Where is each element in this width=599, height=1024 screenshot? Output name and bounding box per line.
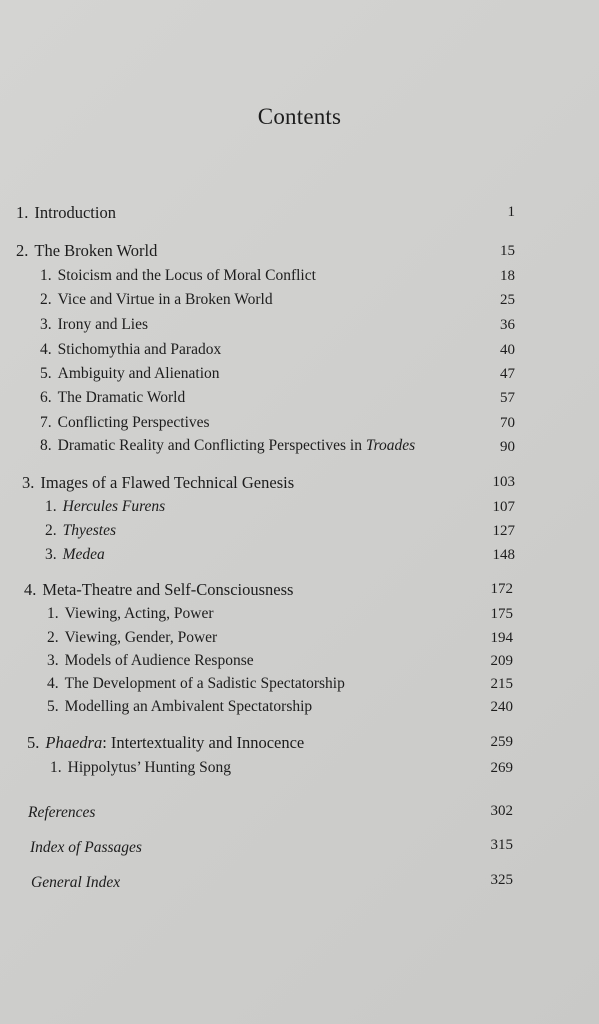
chapter-2-entry	[16, 241, 157, 261]
section-number: 6.	[40, 389, 52, 406]
back-matter-entry: References	[28, 804, 96, 821]
chapter-3-entry	[22, 473, 294, 493]
section-entry	[40, 437, 415, 455]
chapter-title-italic: Phaedra	[45, 733, 103, 752]
section-entry	[50, 759, 231, 777]
page-number: 18	[500, 268, 515, 284]
page-number: 269	[490, 760, 513, 776]
chapter-number: 5.	[27, 733, 40, 752]
section-title: Thyestes	[62, 522, 117, 539]
chapter-title: Introduction	[34, 203, 116, 222]
page-number: 215	[490, 676, 513, 692]
section-number: 5.	[40, 365, 52, 382]
section-title: Modelling an Ambivalent Spectatorship	[64, 698, 313, 715]
section-number: 2.	[40, 291, 52, 308]
page-number: 70	[500, 415, 515, 431]
page-number: 315	[490, 837, 513, 853]
section-number: 2.	[47, 629, 59, 646]
section-title: Hercules Furens	[62, 498, 166, 515]
section-entry	[40, 414, 210, 432]
page-number: 1	[507, 204, 515, 220]
page-number: 172	[490, 581, 513, 597]
section-title: Irony and Lies	[57, 316, 149, 333]
back-matter-entry: Index of Passages	[30, 839, 142, 856]
section-number: 3.	[47, 652, 59, 669]
section-title: Ambiguity and Alienation	[57, 365, 220, 382]
section-entry	[40, 291, 273, 309]
chapter-number: 1.	[16, 203, 29, 222]
page-number: 103	[492, 474, 515, 490]
section-title: The Dramatic World	[57, 389, 186, 406]
section-number: 1.	[47, 605, 59, 622]
page-number: 148	[492, 547, 515, 563]
section-number: 4.	[40, 341, 52, 358]
page-number: 259	[490, 734, 513, 750]
page-number: 36	[500, 317, 515, 333]
page-number: 325	[490, 872, 513, 888]
section-title: Models of Audience Response	[64, 652, 254, 669]
page-number: 107	[492, 499, 515, 515]
section-number: 3.	[45, 546, 57, 563]
section-entry	[40, 267, 316, 285]
page-number: 194	[490, 630, 513, 646]
section-entry	[47, 629, 217, 647]
section-title: Medea	[62, 546, 105, 563]
page-number: 15	[500, 243, 515, 259]
page-number: 57	[500, 390, 515, 406]
chapter-title: : Intertextuality and Innocence	[102, 733, 305, 752]
section-entry	[45, 546, 105, 564]
section-entry	[45, 522, 116, 540]
section-number: 3.	[40, 316, 52, 333]
section-entry	[47, 605, 214, 623]
section-entry	[47, 698, 312, 716]
page-number: 47	[500, 366, 515, 382]
chapter-title: Meta-Theatre and Self-Consciousness	[42, 580, 294, 599]
section-title: Viewing, Acting, Power	[64, 605, 214, 622]
page-number: 40	[500, 342, 515, 358]
section-entry	[45, 498, 165, 516]
back-matter-entry: General Index	[31, 874, 121, 891]
section-number: 5.	[47, 698, 59, 715]
section-entry	[40, 365, 220, 383]
section-title: Stoicism and the Locus of Moral Conflict	[57, 267, 316, 284]
section-number: 1.	[50, 759, 62, 776]
page-number: 302	[490, 803, 513, 819]
chapter-number: 2.	[16, 241, 29, 260]
page-number: 25	[500, 292, 515, 308]
section-title-italic: Troades	[365, 437, 416, 454]
section-number: 4.	[47, 675, 59, 692]
chapter-title: Images of a Flawed Technical Genesis	[40, 473, 295, 492]
chapter-title: The Broken World	[34, 241, 158, 260]
chapter-1-entry	[16, 203, 116, 223]
section-entry	[47, 675, 345, 693]
section-entry	[40, 316, 148, 334]
section-title: Hippolytus’ Hunting Song	[67, 759, 231, 776]
page-title: Contents	[257, 104, 342, 129]
page-number: 127	[492, 523, 515, 539]
section-entry	[47, 652, 254, 670]
section-number: 8.	[40, 437, 52, 454]
page-number: 209	[490, 653, 513, 669]
section-title: Dramatic Reality and Conflicting Perspectives in	[57, 437, 366, 454]
section-title: Conflicting Perspectives	[57, 414, 210, 431]
chapter-number: 3.	[22, 473, 35, 492]
section-entry	[40, 389, 185, 407]
section-number: 1.	[40, 267, 52, 284]
page-number: 240	[490, 699, 513, 715]
chapter-4-entry	[24, 580, 293, 600]
section-title: Vice and Virtue in a Broken World	[57, 291, 273, 308]
section-entry	[40, 341, 221, 359]
page-number: 175	[490, 606, 513, 622]
section-number: 1.	[45, 498, 57, 515]
chapter-5-entry	[27, 733, 304, 753]
section-title: The Development of a Sadistic Spectatorship	[64, 675, 345, 692]
section-number: 2.	[45, 522, 57, 539]
chapter-number: 4.	[24, 580, 37, 599]
section-title: Stichomythia and Paradox	[57, 341, 222, 358]
section-number: 7.	[40, 414, 52, 431]
page-number: 90	[500, 439, 515, 455]
section-title: Viewing, Gender, Power	[64, 629, 218, 646]
